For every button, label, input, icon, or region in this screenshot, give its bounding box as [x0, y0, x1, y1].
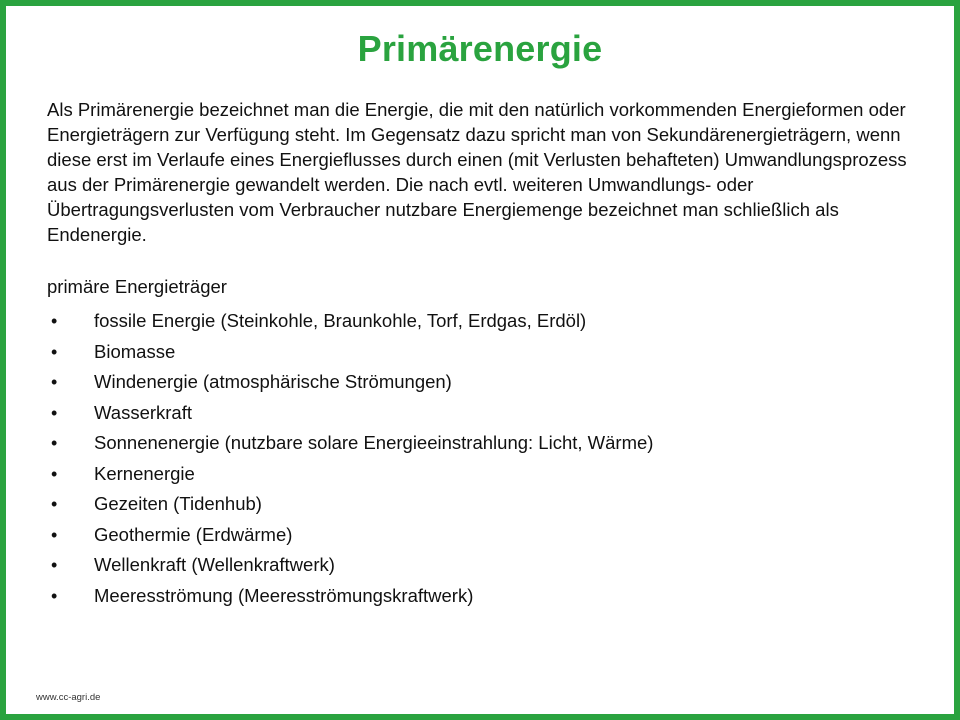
list-item — [47, 523, 653, 554]
bullet-icon: • — [51, 463, 58, 484]
bullet-icon: • — [51, 402, 58, 423]
list-item — [47, 492, 653, 523]
list-item-text: Wellenkraft (Wellenkraftwerk) — [94, 554, 335, 575]
bullet-icon: • — [51, 311, 58, 331]
list-item-text: Sonnenenergie (nutzbare solare Energieeinstrahlung: Licht, Wärme) — [94, 432, 654, 453]
list-item — [47, 462, 653, 493]
list-item-text: Gezeiten (Tidenhub) — [94, 493, 262, 514]
list-item-text: Meeresströmung (Meeresströmungskraftwerk) — [94, 584, 474, 606]
list-item-text: Geothermie (Erdwärme) — [94, 523, 293, 545]
list-item-text: Wasserkraft — [94, 401, 192, 423]
bullet-icon: • — [51, 341, 58, 362]
list-item-text: Windenergie (atmosphärische Strömungen) — [94, 371, 452, 392]
list-item — [47, 553, 653, 584]
list-item — [47, 584, 653, 615]
list-item-text: Biomasse — [94, 340, 176, 362]
footer-url[interactable]: www.cc-agri.de — [36, 692, 101, 703]
slide-title: Primärenergie — [357, 28, 603, 69]
bullet-icon: • — [51, 524, 58, 545]
bullet-icon: • — [51, 555, 58, 575]
energy-source-list — [47, 309, 653, 614]
bullet-icon: • — [51, 585, 58, 606]
list-heading: primäre Energieträger — [47, 276, 227, 297]
bullet-icon: • — [51, 433, 58, 453]
bullet-icon: • — [51, 494, 58, 514]
bullet-icon: • — [51, 372, 58, 392]
list-item — [47, 309, 653, 340]
list-item — [47, 370, 653, 401]
list-item — [47, 340, 653, 371]
list-item — [47, 401, 653, 432]
intro-paragraph: Als Primärenergie bezeichnet man die Energie, die mit den natürlich vorkommenden Energieformen oder Energieträgern zur Verfügung steht. Im Gegensatz dazu spricht man von Sekundärenergieträgern, wenn diese erst im Verlaufe eines Energieflusses durch einen (mit Verlusten behafteten) Umwandlungsprozess aus der Primärenergie gewandelt werden. Die nach evtl. weiteren Umwandlungs- oder Übertragungsverlusten vom Verbraucher nutzbare Energiemenge bezeichnet man schließlich als Endenergie. — [47, 99, 907, 245]
list-item-text: Kernenergie — [94, 462, 195, 484]
list-item-text: fossile Energie (Steinkohle, Braunkohle, Torf, Erdgas, Erdöl) — [94, 310, 587, 331]
list-item — [47, 431, 653, 462]
